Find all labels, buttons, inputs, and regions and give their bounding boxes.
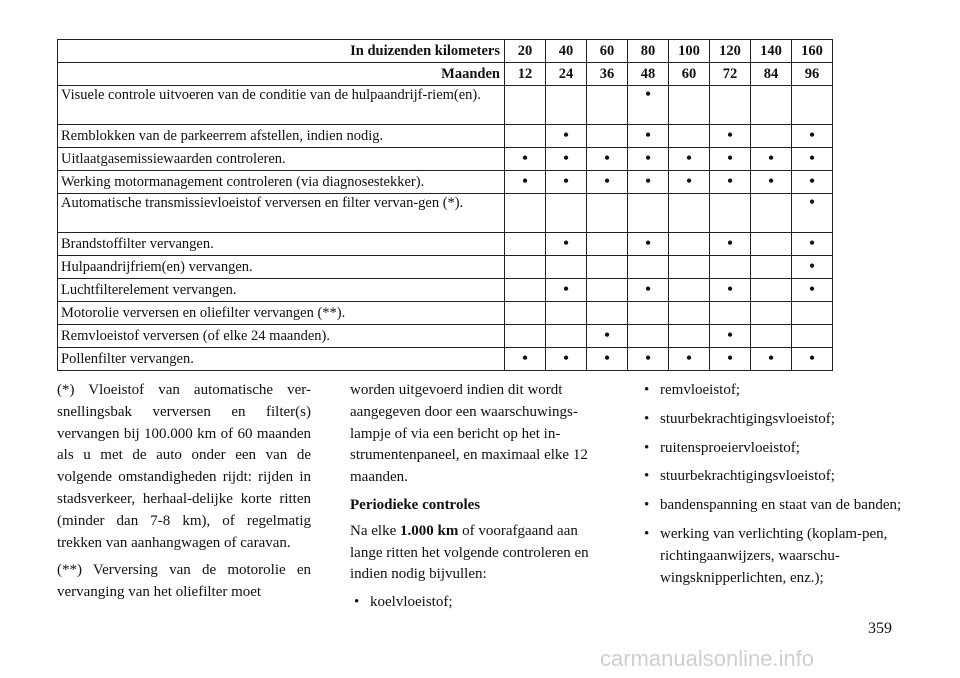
interval-cell — [587, 171, 628, 194]
task-cell: Uitlaatgasemissiewaarden controleren. — [58, 148, 505, 171]
bullet-icon: • — [686, 350, 692, 367]
bullet-icon: • — [727, 235, 733, 252]
interval-cell — [505, 148, 546, 171]
bullet-icon: • — [563, 150, 569, 167]
bullet-icon: • — [727, 327, 733, 344]
table-row — [58, 125, 833, 148]
interval-cell — [505, 302, 546, 325]
bullet-icon: • — [645, 150, 651, 167]
interval-cell — [628, 279, 669, 302]
bullet-icon: • — [727, 127, 733, 144]
interval-cell — [628, 171, 669, 194]
interval-cell — [751, 233, 792, 256]
task-cell: Remblokken van de parkeerrem afstellen, indien nodig. — [58, 125, 505, 148]
interval-cell — [587, 348, 628, 371]
list-item-text: stuurbekrachtigingsvloeistof; — [660, 468, 835, 485]
interval-cell — [710, 125, 751, 148]
interval-cell — [751, 302, 792, 325]
interval-cell — [628, 86, 669, 125]
table-row — [58, 348, 833, 371]
list-item-text: bandenspanning en staat van de banden; — [660, 497, 902, 514]
bullet-icon: • — [809, 127, 815, 144]
table-row — [58, 194, 833, 233]
interval-cell — [669, 325, 710, 348]
header-months-label: Maanden — [58, 63, 505, 86]
km-header-cell: 60 — [587, 40, 628, 63]
interval-cell — [505, 233, 546, 256]
interval-cell — [710, 194, 751, 233]
bullet-icon: • — [563, 127, 569, 144]
maintenance-schedule-table — [57, 39, 833, 371]
bullet-icon: • — [809, 350, 815, 367]
km-header-cell: 120 — [710, 40, 751, 63]
interval-cell — [587, 233, 628, 256]
bullet-icon: • — [809, 173, 815, 190]
interval-cell — [587, 125, 628, 148]
header-months-row — [58, 63, 833, 86]
interval-cell — [751, 86, 792, 125]
table-row — [58, 233, 833, 256]
footnote-2-continued: worden uitgevoerd indien dit wordt aangegeven door een waarschuwings-lampje of via een bericht op het in-strumentenpaneel, en maximaal elke 12 maanden. — [350, 382, 588, 486]
interval-cell — [505, 194, 546, 233]
interval-cell — [792, 348, 833, 371]
task-cell: Hulpaandrijfriem(en) vervangen. — [58, 256, 505, 279]
interval-cell — [505, 86, 546, 125]
interval-cell — [669, 256, 710, 279]
bullet-icon: • — [727, 173, 733, 190]
interval-cell — [587, 325, 628, 348]
interval-cell — [751, 125, 792, 148]
page-number: 359 — [868, 620, 892, 637]
task-cell: Remvloeistof verversen (of elke 24 maanden). — [58, 325, 505, 348]
list-item — [640, 438, 902, 460]
months-header-cell: 60 — [669, 63, 710, 86]
bullet-icon: • — [809, 258, 815, 275]
interval-cell — [669, 86, 710, 125]
bullet-icon: • — [645, 350, 651, 367]
bullet-icon: • — [727, 350, 733, 367]
interval-cell — [710, 302, 751, 325]
table-row — [58, 256, 833, 279]
bullet-icon: • — [563, 235, 569, 252]
interval-cell — [710, 171, 751, 194]
interval-cell — [792, 256, 833, 279]
header-km-label: In duizenden kilometers — [58, 40, 505, 63]
middle-column — [350, 380, 605, 621]
interval-cell — [546, 194, 587, 233]
bullet-icon: • — [522, 173, 528, 190]
footnote-1: (*) Vloeistof van automatische ver-snellingsbak verversen en filter(s) vervangen bij 100.000 km of 60 maanden als u met de auto onder een van de volgende omstandigheden rijdt: rijden in stadsverkeer, herhaal-delijke korte ritten (minder dan 7-8 km), of regelmatig trekken van aanhangwagen of caravan. — [57, 382, 311, 551]
interval-cell — [669, 148, 710, 171]
bullet-icon: • — [809, 281, 815, 298]
interval-cell — [587, 302, 628, 325]
bullet-icon: • — [563, 281, 569, 298]
list-item — [640, 409, 902, 431]
interval-cell — [546, 171, 587, 194]
bullet-icon: • — [644, 525, 650, 542]
interval-cell — [792, 125, 833, 148]
bullet-icon: • — [604, 350, 610, 367]
bullet-icon: • — [644, 410, 650, 427]
task-cell: Automatische transmissievloeistof verversen en filter vervan-gen (*). — [58, 194, 505, 233]
bullet-icon: • — [727, 281, 733, 298]
bullet-icon: • — [768, 350, 774, 367]
bullet-icon: • — [645, 173, 651, 190]
bullet-icon: • — [686, 150, 692, 167]
interval-cell — [710, 86, 751, 125]
bullet-icon: • — [354, 594, 360, 611]
interval-cell — [669, 302, 710, 325]
km-header-cell: 160 — [792, 40, 833, 63]
bullet-icon: • — [522, 150, 528, 167]
table-row — [58, 148, 833, 171]
checks-intro — [350, 521, 605, 586]
interval-cell — [628, 325, 669, 348]
interval-cell — [628, 233, 669, 256]
bullet-icon: • — [645, 127, 651, 144]
months-header-cell: 84 — [751, 63, 792, 86]
bullet-icon: • — [644, 468, 650, 485]
interval-cell — [628, 148, 669, 171]
interval-cell — [792, 302, 833, 325]
bullet-icon: • — [604, 150, 610, 167]
interval-cell — [792, 148, 833, 171]
km-header-cell: 80 — [628, 40, 669, 63]
task-cell: Visuele controle uitvoeren van de conditie van de hulpaandrijf-riem(en). — [58, 86, 505, 125]
interval-cell — [546, 279, 587, 302]
interval-cell — [628, 256, 669, 279]
interval-cell — [710, 279, 751, 302]
list-item — [350, 592, 605, 614]
watermark: carmanualsonline.info — [600, 646, 815, 671]
interval-cell — [546, 302, 587, 325]
interval-cell — [751, 325, 792, 348]
table-row — [58, 171, 833, 194]
task-cell: Luchtfilterelement vervangen. — [58, 279, 505, 302]
interval-cell — [505, 348, 546, 371]
interval-cell — [587, 256, 628, 279]
bullet-icon: • — [645, 235, 651, 252]
checks-list-b — [640, 380, 902, 589]
footnotes-column — [57, 380, 311, 610]
months-header-cell: 72 — [710, 63, 751, 86]
right-column — [640, 380, 902, 596]
interval-cell — [792, 171, 833, 194]
km-header-cell: 40 — [546, 40, 587, 63]
interval-cell — [751, 279, 792, 302]
list-item-text: stuurbekrachtigingsvloeistof; — [660, 410, 835, 427]
footnote-2: (**) Verversing van de motorolie en vervanging van het oliefilter moet — [57, 562, 311, 601]
interval-cell — [710, 148, 751, 171]
km-header-cell: 20 — [505, 40, 546, 63]
interval-cell — [587, 148, 628, 171]
list-item-text: ruitensproeiervloeistof; — [660, 439, 800, 456]
table-row — [58, 279, 833, 302]
interval-cell — [546, 233, 587, 256]
interval-cell — [505, 171, 546, 194]
interval-cell — [628, 302, 669, 325]
header-km-row — [58, 40, 833, 63]
interval-cell — [792, 325, 833, 348]
interval-cell — [546, 256, 587, 279]
interval-cell — [710, 325, 751, 348]
interval-cell — [587, 194, 628, 233]
interval-cell — [587, 279, 628, 302]
interval-cell — [628, 125, 669, 148]
interval-cell — [546, 125, 587, 148]
list-item — [640, 380, 902, 402]
bullet-icon: • — [686, 173, 692, 190]
interval-cell — [546, 325, 587, 348]
interval-cell — [751, 194, 792, 233]
intro-text-a: Na elke — [350, 522, 400, 539]
bullet-icon: • — [727, 150, 733, 167]
interval-cell — [751, 256, 792, 279]
intro-distance: 1.000 km — [399, 522, 459, 539]
interval-cell — [710, 233, 751, 256]
bullet-icon: • — [768, 150, 774, 167]
bullet-icon: • — [644, 497, 650, 514]
bullet-icon: • — [604, 173, 610, 190]
list-item — [640, 466, 902, 488]
list-item-text: koelvloeistof; — [370, 594, 453, 611]
bullet-icon: • — [604, 327, 610, 344]
months-header-cell: 36 — [587, 63, 628, 86]
interval-cell — [669, 171, 710, 194]
bullet-icon: • — [809, 235, 815, 252]
months-header-cell: 48 — [628, 63, 669, 86]
table-row — [58, 325, 833, 348]
intro-text-b: of voorafgaand aan lange ritten het volgende controleren en indien nodig bijvullen: — [350, 522, 589, 583]
months-header-cell: 96 — [792, 63, 833, 86]
km-header-cell: 140 — [751, 40, 792, 63]
interval-cell — [792, 233, 833, 256]
table-row — [58, 302, 833, 325]
checks-list-a — [350, 592, 605, 614]
bullet-icon: • — [644, 382, 650, 398]
list-item — [640, 524, 902, 589]
section-heading: Periodieke controles — [350, 496, 481, 513]
interval-cell — [710, 348, 751, 371]
task-cell: Pollenfilter vervangen. — [58, 348, 505, 371]
bullet-icon: • — [645, 86, 651, 103]
bullet-icon: • — [563, 350, 569, 367]
list-item — [640, 495, 902, 517]
bullet-icon: • — [563, 173, 569, 190]
bullet-icon: • — [768, 173, 774, 190]
interval-cell — [710, 256, 751, 279]
interval-cell — [669, 348, 710, 371]
table-row — [58, 86, 833, 125]
interval-cell — [792, 86, 833, 125]
interval-cell — [792, 194, 833, 233]
interval-cell — [792, 279, 833, 302]
bullet-icon: • — [644, 439, 650, 456]
interval-cell — [669, 125, 710, 148]
bullet-icon: • — [809, 150, 815, 167]
list-item-text: remvloeistof; — [660, 382, 740, 398]
interval-cell — [546, 348, 587, 371]
interval-cell — [587, 86, 628, 125]
km-header-cell: 100 — [669, 40, 710, 63]
interval-cell — [505, 279, 546, 302]
interval-cell — [628, 194, 669, 233]
interval-cell — [505, 325, 546, 348]
task-cell: Werking motormanagement controleren (via diagnosestekker). — [58, 171, 505, 194]
months-header-cell: 12 — [505, 63, 546, 86]
bullet-icon: • — [809, 194, 815, 211]
interval-cell — [751, 148, 792, 171]
months-header-cell: 24 — [546, 63, 587, 86]
interval-cell — [546, 86, 587, 125]
interval-cell — [628, 348, 669, 371]
interval-cell — [751, 348, 792, 371]
interval-cell — [669, 194, 710, 233]
interval-cell — [505, 125, 546, 148]
interval-cell — [669, 233, 710, 256]
interval-cell — [546, 148, 587, 171]
task-cell: Motorolie verversen en oliefilter vervangen (**). — [58, 302, 505, 325]
list-item-text: werking van verlichting (koplam-pen, richtingaanwijzers, waarschu-wingsknipperlichten, enz.); — [660, 525, 888, 586]
bullet-icon: • — [522, 350, 528, 367]
task-cell: Brandstoffilter vervangen. — [58, 233, 505, 256]
bullet-icon: • — [645, 281, 651, 298]
interval-cell — [669, 279, 710, 302]
interval-cell — [505, 256, 546, 279]
interval-cell — [751, 171, 792, 194]
